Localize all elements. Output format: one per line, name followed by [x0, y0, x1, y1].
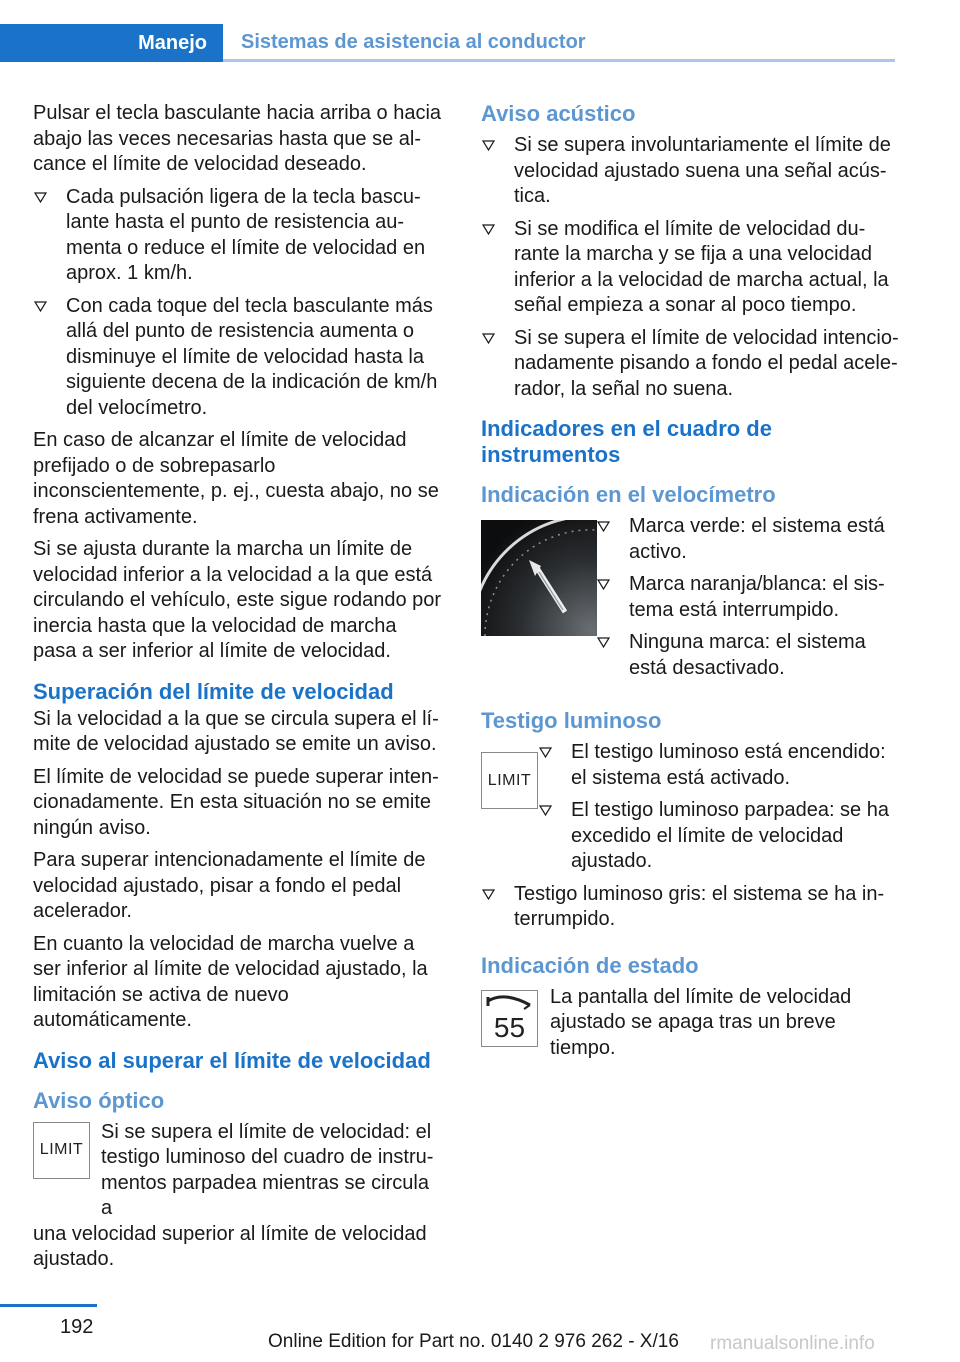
header-rule: [223, 59, 895, 62]
testigo-bullet-list: [538, 740, 899, 882]
section-tab: Manejo: [0, 24, 223, 62]
page-header: [0, 24, 895, 62]
bullet-text: Marca naranja/blanca: el sistema está interrumpido.: [629, 573, 885, 621]
heading-indicadores: Indicadores en el cuadro de instrumentos: [481, 416, 772, 467]
triangle-bullet-icon: [482, 224, 495, 235]
limit-icon: LIMIT: [481, 752, 538, 809]
limit-indicator-figure: [33, 1122, 90, 1179]
list-item: [596, 514, 899, 565]
speedometer-marker-icon: [481, 520, 597, 636]
paragraph: El límite de velocidad se puede superar intencionadamente. En esta situación no se emite ningún aviso.: [33, 765, 439, 839]
watermark: rmanualsonline.info: [710, 1333, 875, 1354]
heading-aviso: Aviso al superar el límite de velocidad: [33, 1047, 431, 1073]
list-item: [481, 133, 899, 210]
bullet-text: Cada pulsación ligera de la tecla basculante hasta el punto de resistencia aumenta o reduce el límite de velocidad en aprox. 1 km/h.: [66, 185, 426, 284]
list-item: [596, 630, 899, 681]
triangle-bullet-icon: [539, 805, 552, 816]
triangle-bullet-icon: [597, 637, 610, 648]
speed-limit-display-figure: [481, 990, 538, 1047]
list-item: [538, 740, 899, 791]
velocimetro-figure-row: [481, 514, 899, 688]
bullet-text: Si se modifica el límite de velocidad durante la marcha y se fija a una velocidad inferior a la velocidad de marcha actual, la señal empieza a sonar al poco tiempo.: [514, 217, 889, 316]
intro-paragraph: Pulsar el tecla basculante hacia arriba o hacia abajo las veces necesarias hasta que se alcance el límite de velocidad deseado.: [33, 102, 442, 175]
bullet-text: Marca verde: el sistema está activo.: [629, 515, 885, 563]
page-number: 192: [60, 1316, 94, 1338]
list-item: [33, 294, 443, 422]
heading-velocimetro: Indicación en el velocímetro: [481, 482, 776, 507]
estado-text: La pantalla del límite de velocidad ajustado se apaga tras un breve tiempo.: [550, 985, 852, 1059]
acustico-bullet-list: [481, 133, 899, 402]
triangle-bullet-icon: [597, 579, 610, 590]
bullet-text: Ninguna marca: el sistema está desactivado.: [629, 631, 866, 679]
triangle-bullet-icon: [34, 301, 47, 312]
heading-testigo: Testigo luminoso: [481, 708, 662, 733]
heading-superacion: Superación del límite de velocidad: [33, 678, 394, 704]
list-item: [481, 217, 899, 319]
paragraph: Para superar intencionadamente el límite de velocidad ajustado, pisar a fondo el pedal acelerador.: [33, 849, 426, 922]
footer-rule: [0, 1304, 97, 1307]
optico-text: Si se supera el límite de velocidad: el testigo luminoso del cuadro de instrumentos parpadea mientras se circula a: [101, 1120, 434, 1219]
edition-note: Online Edition for Part no. 0140 2 976 262 - X/16: [268, 1331, 679, 1352]
speed-limit-value: 55: [493, 1011, 526, 1043]
left-column: [33, 101, 443, 1280]
estado-figure-row: [481, 985, 899, 1062]
chapter-title: Sistemas de asistencia al conductor: [241, 30, 586, 53]
optico-figure-row: [33, 1120, 443, 1222]
list-item: [481, 326, 899, 403]
adjust-bullet-list: [33, 185, 443, 422]
bullet-text: Con cada toque del tecla basculante más allá del punto de resistencia aumenta o disminuye el límite de velocidad hasta la siguiente decena de la indicación de km/h del velocímetro.: [66, 294, 438, 419]
bullet-text: El testigo luminoso está encendido: el sistema está activado.: [571, 741, 886, 789]
optico-text-continued: una velocidad superior al límite de velocidad ajustado.: [33, 1222, 427, 1270]
testigo-figure-row: [481, 740, 899, 882]
list-item: [33, 185, 443, 287]
list-item: [596, 572, 899, 623]
triangle-bullet-icon: [539, 747, 552, 758]
triangle-bullet-icon: [597, 521, 610, 532]
speedometer-image: [481, 520, 597, 636]
triangle-bullet-icon: [482, 333, 495, 344]
bullet-text: Testigo luminoso gris: el sistema se ha interrumpido.: [514, 882, 885, 930]
bullet-text: El testigo luminoso parpadea: se ha excedido el límite de velocidad ajustado.: [571, 799, 889, 872]
bullet-text: Si se supera involuntariamente el límite de velocidad ajustado suena una señal acústica.: [514, 134, 891, 207]
list-item: [481, 882, 899, 933]
paragraph: En caso de alcanzar el límite de velocidad prefijado o de sobrepasarlo inconscientemente, p. ej., cuesta abajo, no se frena activamente.: [33, 429, 439, 528]
paragraph: Si se ajusta durante la marcha un límite de velocidad inferior a la velocidad a la que está circulando el vehículo, este sigue rodando por inercia hasta que la velocidad de marcha pasa a ser inferior al límite de velocidad.: [33, 538, 442, 662]
triangle-bullet-icon: [482, 889, 495, 900]
limit-indicator-figure: [481, 752, 538, 809]
heading-aviso-optico: Aviso óptico: [33, 1087, 165, 1113]
triangle-bullet-icon: [482, 140, 495, 151]
paragraph: Si la velocidad a la que se circula supera el límite de velocidad ajustado se emite un aviso.: [33, 707, 439, 755]
limit-icon: LIMIT: [33, 1122, 90, 1179]
list-item: [538, 798, 899, 875]
heading-aviso-acustico: Aviso acústico: [481, 101, 636, 126]
bullet-text: Si se supera el límite de velocidad intencionadamente pisando a fondo el pedal acelerador, la señal no suena.: [514, 326, 899, 400]
testigo-gris-list: [481, 882, 899, 933]
right-column: [481, 101, 899, 1061]
velocimetro-bullet-list: [596, 514, 899, 688]
paragraph: En cuanto la velocidad de marcha vuelve a ser inferior al límite de velocidad ajustado, la limitación se activa de nuevo automáticamente.: [33, 932, 428, 1031]
speed-limit-55-icon: [481, 990, 538, 1047]
heading-estado: Indicación de estado: [481, 952, 699, 978]
triangle-bullet-icon: [34, 192, 47, 203]
